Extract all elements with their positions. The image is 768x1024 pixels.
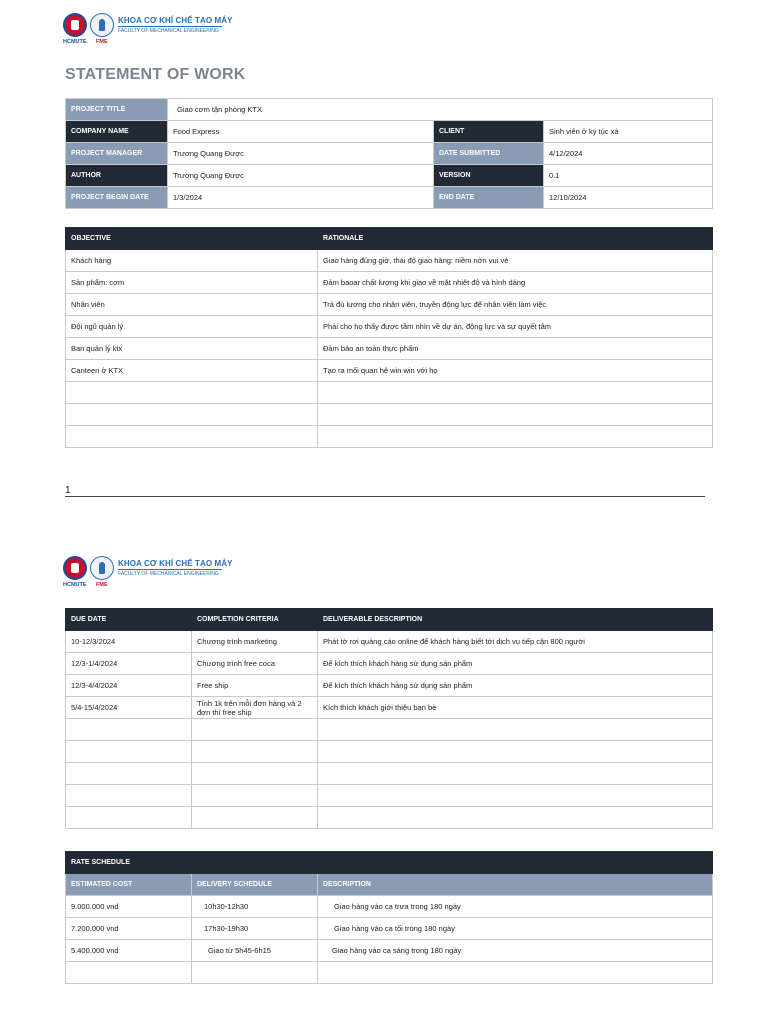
logo-faculty-name: KHOA CƠ KHÍ CHẾ TẠO MÁY: [118, 559, 233, 568]
rationale-cell: Giao hàng đúng giờ, thái độ giao hàng: niềm nởn vui vẻ: [318, 250, 713, 272]
description-cell: [318, 763, 713, 785]
table-row: [66, 763, 713, 785]
description-cell: [318, 807, 713, 829]
project-manager-value: Trương Quang Được: [168, 143, 434, 165]
company-name-value: Food Express: [168, 121, 434, 143]
description-cell: Để kích thích khách hàng sử dụng sản phẩm: [318, 675, 713, 697]
table-row: [66, 896, 713, 918]
table-row: [66, 697, 713, 719]
table-row: [66, 404, 713, 426]
due-date-cell: 5/4-15/4/2024: [66, 697, 192, 719]
description-cell: [318, 741, 713, 763]
version-value: 0.1: [544, 165, 713, 187]
objective-cell: Sản phẩm: cơm: [66, 272, 318, 294]
logo-hcmute-text: HCMUTE: [63, 39, 87, 45]
fme-seal-icon: [90, 13, 114, 37]
objective-cell: Nhân viên: [66, 294, 318, 316]
objective-header: OBJECTIVE: [66, 228, 318, 250]
project-manager-label: PROJECT MANAGER: [66, 143, 168, 165]
logo-faculty-english: FACULTY OF MECHANICAL ENGINEERING: [118, 571, 219, 577]
delivery-schedule-header: DELIVERY SCHEDULE: [192, 874, 318, 896]
table-row: [66, 272, 713, 294]
page-divider: [65, 496, 705, 497]
page-number: 1: [65, 485, 71, 496]
description-cell: Để kích thích khách hàng sử dụng sản phẩm: [318, 653, 713, 675]
faculty-logo: [63, 13, 233, 45]
schedule-cell: [192, 962, 318, 984]
logo-faculty-name: KHOA CƠ KHÍ CHẾ TẠO MÁY: [118, 16, 233, 25]
due-date-header: DUE DATE: [66, 609, 192, 631]
table-row: [66, 294, 713, 316]
deliverables-header-row: [66, 609, 713, 631]
date-submitted-value: 4/12/2024: [544, 143, 713, 165]
table-row: [66, 741, 713, 763]
schedule-cell: 10h30-12h30: [192, 896, 318, 918]
schedule-cell: 17h30-19h30: [192, 918, 318, 940]
description-cell: Giao hàng vào ca sáng trong 180 ngày: [318, 940, 713, 962]
company-name-label: COMPANY NAME: [66, 121, 168, 143]
logo-hcmute-text: HCMUTE: [63, 582, 87, 588]
objective-cell: [66, 382, 318, 404]
table-row: [66, 250, 713, 272]
objective-cell: [66, 404, 318, 426]
rationale-cell: Đảm bảo an toàn thực phẩm: [318, 338, 713, 360]
table-row: [66, 940, 713, 962]
criteria-cell: [192, 763, 318, 785]
due-date-cell: [66, 763, 192, 785]
description-cell: Giao hàng vào ca trưa trong 180 ngày: [318, 896, 713, 918]
description-cell: [318, 719, 713, 741]
rate-schedule-title: RATE SCHEDULE: [66, 852, 713, 874]
description-header: DESCRIPTION: [318, 874, 713, 896]
rationale-cell: Trả đủ lương cho nhân viên, truyền động lực để nhân viên làm việc: [318, 294, 713, 316]
rationale-cell: [318, 404, 713, 426]
due-date-cell: [66, 807, 192, 829]
rationale-header: RATIONALE: [318, 228, 713, 250]
criteria-cell: Free ship: [192, 675, 318, 697]
due-date-cell: 12/3-1/4/2024: [66, 653, 192, 675]
begin-date-value: 1/3/2024: [168, 187, 434, 209]
criteria-cell: [192, 807, 318, 829]
table-row: [66, 338, 713, 360]
rationale-cell: Đảm baoar chất lượng khi giao về mặt nhiệt độ và hình dáng: [318, 272, 713, 294]
criteria-cell: [192, 741, 318, 763]
project-title-row: [66, 99, 713, 121]
due-date-cell: 12/3-4/4/2024: [66, 675, 192, 697]
due-date-cell: [66, 785, 192, 807]
author-value: Trương Quang Được: [168, 165, 434, 187]
cost-cell: 7.200.000 vnd: [66, 918, 192, 940]
client-value: Sinh viên ở ký túc xá: [544, 121, 713, 143]
end-date-value: 12/10/2024: [544, 187, 713, 209]
version-label: VERSION: [434, 165, 544, 187]
objective-cell: [66, 426, 318, 448]
description-cell: Kích thích khách giới thiệu bạn bè: [318, 697, 713, 719]
table-row: [66, 653, 713, 675]
objectives-table: [65, 227, 713, 448]
end-date-label: END DATE: [434, 187, 544, 209]
table-row: [66, 316, 713, 338]
rationale-cell: Tạo ra mối quan hệ win win với họ: [318, 360, 713, 382]
criteria-cell: Chương trình free coca: [192, 653, 318, 675]
criteria-cell: [192, 719, 318, 741]
description-cell: [318, 785, 713, 807]
criteria-cell: Chương trình marketing: [192, 631, 318, 653]
cost-cell: 9.000.000 vnd: [66, 896, 192, 918]
hcmute-seal-icon: [63, 556, 87, 580]
fme-seal-icon: [90, 556, 114, 580]
deliverable-description-header: DELIVERABLE DESCRIPTION: [318, 609, 713, 631]
client-label: CLIENT: [434, 121, 544, 143]
due-date-cell: [66, 719, 192, 741]
logo-fme-text: FME: [96, 39, 108, 45]
author-row: [66, 165, 713, 187]
criteria-cell: Tính 1k trên mỗi đơn hàng và 2 đơn thì free ship: [192, 697, 318, 719]
table-row: [66, 962, 713, 984]
rate-schedule-header-row: [66, 874, 713, 896]
table-row: [66, 785, 713, 807]
objectives-header-row: [66, 228, 713, 250]
description-cell: [318, 962, 713, 984]
rate-schedule-table: [65, 851, 713, 984]
table-row: [66, 675, 713, 697]
table-row: [66, 918, 713, 940]
dates-row: [66, 187, 713, 209]
deliverables-table: [65, 608, 713, 829]
completion-criteria-header: COMPLETION CRITERIA: [192, 609, 318, 631]
project-title-label: PROJECT TITLE: [66, 99, 168, 121]
description-cell: Giao hàng vào ca tối trong 180 ngày: [318, 918, 713, 940]
table-row: [66, 382, 713, 404]
objective-cell: Canteen ở KTX: [66, 360, 318, 382]
schedule-cell: Giao từ 5h45-6h15: [192, 940, 318, 962]
table-row: [66, 360, 713, 382]
manager-row: [66, 143, 713, 165]
date-submitted-label: DATE SUBMITTED: [434, 143, 544, 165]
project-info-table: [65, 98, 713, 209]
table-row: [66, 719, 713, 741]
cost-cell: [66, 962, 192, 984]
cost-cell: 5.400.000 vnd: [66, 940, 192, 962]
rationale-cell: [318, 382, 713, 404]
begin-date-label: PROJECT BEGIN DATE: [66, 187, 168, 209]
criteria-cell: [192, 785, 318, 807]
due-date-cell: 10-12/3/2024: [66, 631, 192, 653]
objective-cell: Ban quản lý ktx: [66, 338, 318, 360]
author-label: AUTHOR: [66, 165, 168, 187]
estimated-cost-header: ESTIMATED COST: [66, 874, 192, 896]
objective-cell: Khách hàng: [66, 250, 318, 272]
hcmute-seal-icon: [63, 13, 87, 37]
logo-fme-text: FME: [96, 582, 108, 588]
project-title-value: Giao cơm tận phòng KTX: [168, 99, 713, 121]
rationale-cell: [318, 426, 713, 448]
objective-cell: Đội ngũ quản lý: [66, 316, 318, 338]
page-title: STATEMENT OF WORK: [65, 66, 246, 83]
rate-schedule-title-row: [66, 852, 713, 874]
table-row: [66, 807, 713, 829]
due-date-cell: [66, 741, 192, 763]
faculty-logo: [63, 556, 233, 588]
description-cell: Phát tờ rơi quảng cáo online để khách hàng biết tới dịch vụ tiếp cận 800 người: [318, 631, 713, 653]
rationale-cell: Phải cho họ thấy được tầm nhìn về dự án, động lực và sự quyết tâm: [318, 316, 713, 338]
company-row: [66, 121, 713, 143]
table-row: [66, 631, 713, 653]
logo-faculty-english: FACULTY OF MECHANICAL ENGINEERING: [118, 28, 219, 34]
table-row: [66, 426, 713, 448]
